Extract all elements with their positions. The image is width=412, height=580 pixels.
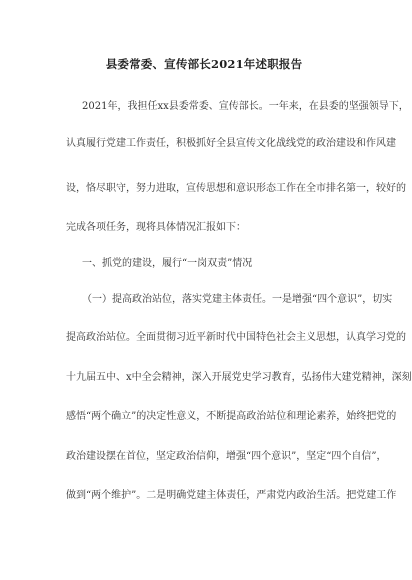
paragraph-line: 提高政治站位。全面贯彻习近平新时代中国特色社会主义思想，认真学习党的 [66, 332, 406, 343]
paragraph-line: 认真履行党建工作责任，积极抓好全县宣传文化战线党的政治建设和作风建 [66, 138, 396, 149]
section-heading: 一、抓党的建设，履行“一岗双责”情况 [82, 258, 253, 269]
paragraph-line: 十九届五中、x中全会精神，深入开展党史学习教育，弘扬伟大建党精神，深刻 [66, 372, 412, 383]
document-title: 县委常委、宣传部长2021年述职报告 [105, 57, 303, 71]
paragraph-line: 做到“两个维护”。二是明确党建主体责任，严肃党内政治生活。把党建工作 [66, 490, 397, 501]
paragraph-line: （一）提高政治站位，落实党建主体责任。一是增强“四个意识”，切实 [82, 294, 393, 305]
paragraph-line: 2021年，我担任xx县委常委、宣传部长。一年来，在县委的坚强领导下， [82, 101, 409, 112]
paragraph-line: 感悟“两个确立”的决定性意义，不断提高政治站位和理论素养，始终把党的 [66, 411, 397, 422]
paragraph-line: 政治建设摆在首位，坚定政治信仰，增强“四个意识”，坚定“四个自信”， [66, 451, 387, 462]
paragraph-line: 设，恪尽职守，努力进取，宣传思想和意识形态工作在全市排名第一，较好的 [66, 183, 406, 194]
paragraph-line: 完成各项任务，现将具体情况汇报如下： [66, 222, 246, 233]
